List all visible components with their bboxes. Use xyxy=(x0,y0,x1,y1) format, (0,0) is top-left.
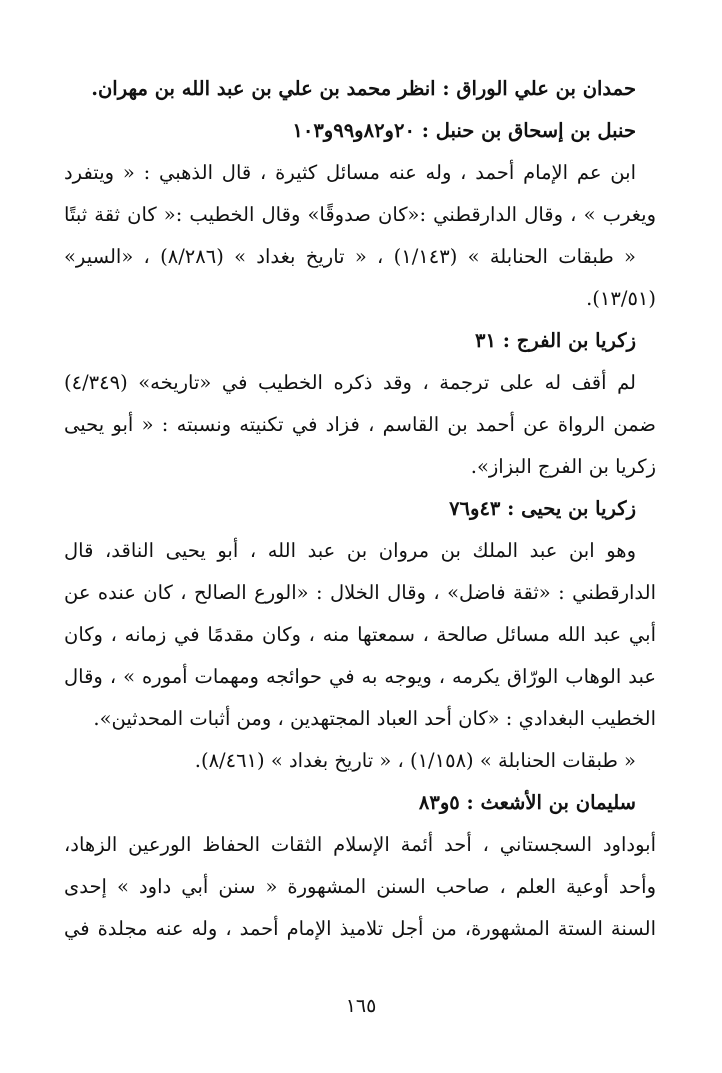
page-text xyxy=(64,68,656,950)
entry-heading-zakariya-yahya: زكريا بن يحيى : ٤٣و٧٦ xyxy=(449,497,636,520)
body-line: ويغرب » ، وقال الدارقطني :«كان صدوقًا» وقال الخطيب :« كان ثقة ثبتًا xyxy=(64,203,656,226)
entry-heading-hanbal: حنبل بن إسحاق بن حنبل : ٢٠و٨٢و٩٩و١٠٣ xyxy=(292,119,636,142)
body-line: أبي عبد الله مسائل صالحة ، سمعتها منه ، وكان مقدمًا في زمانه ، وكان xyxy=(64,623,656,646)
body-line: عبد الوهاب الورّاق يكرمه ، ويوجه به في حوائجه ومهمات أموره » ، وقال xyxy=(64,665,656,688)
body-line: الدارقطني : «ثقة فاضل» ، وقال الخلال : «الورع الصالح ، كان عنده عن xyxy=(64,581,656,604)
body-line: السنة الستة المشهورة، من أجل تلاميذ الإمام أحمد ، وله عنه مجلدة في xyxy=(64,917,656,940)
entry-heading-hamdan: حمدان بن علي الوراق : انظر محمد بن علي بن عبد الله بن مهران. xyxy=(91,77,636,100)
reference-line: « طبقات الحنابلة » (١/١٥٨) ، « تاريخ بغداد » (٨/٤٦١). xyxy=(194,749,636,772)
page-number: ١٦٥ xyxy=(345,995,377,1017)
body-line: لم أقف له على ترجمة ، وقد ذكره الخطيب في «تاريخه» (٤/٣٤٩) xyxy=(64,371,636,394)
body-line: أبوداود السجستاني ، أحد أئمة الإسلام الثقات الحفاظ الورعين الزهاد، xyxy=(64,833,656,856)
body-line: وهو ابن عبد الملك بن مروان بن عبد الله ، أبو يحيى الناقد، قال xyxy=(64,539,636,562)
reference-line: « طبقات الحنابلة » (١/١٤٣) ، « تاريخ بغداد » (٨/٢٨٦) ، «السير» xyxy=(64,245,636,268)
body-line: ضمن الرواة عن أحمد بن القاسم ، فزاد في تكنيته ونسبته : « أبو يحيى xyxy=(64,413,656,436)
body-line: الخطيب البغدادي : «كان أحد العباد المجتهدين ، ومن أثبات المحدثين». xyxy=(93,707,656,730)
reference-line: (١٣/٥١). xyxy=(586,287,656,310)
body-line: ابن عم الإمام أحمد ، وله عنه مسائل كثيرة ، قال الذهبي : « ويتفرد xyxy=(64,161,636,184)
body-line: زكريا بن الفرج البزاز». xyxy=(470,455,656,478)
body-line: وأحد أوعية العلم ، صاحب السنن المشهورة « سنن أبي داود » إحدى xyxy=(64,875,656,898)
entry-heading-zakariya-faraj: زكريا بن الفرج : ٣١ xyxy=(475,329,636,352)
entry-heading-sulayman: سليمان بن الأشعث : ٥و٨٣ xyxy=(418,791,636,814)
